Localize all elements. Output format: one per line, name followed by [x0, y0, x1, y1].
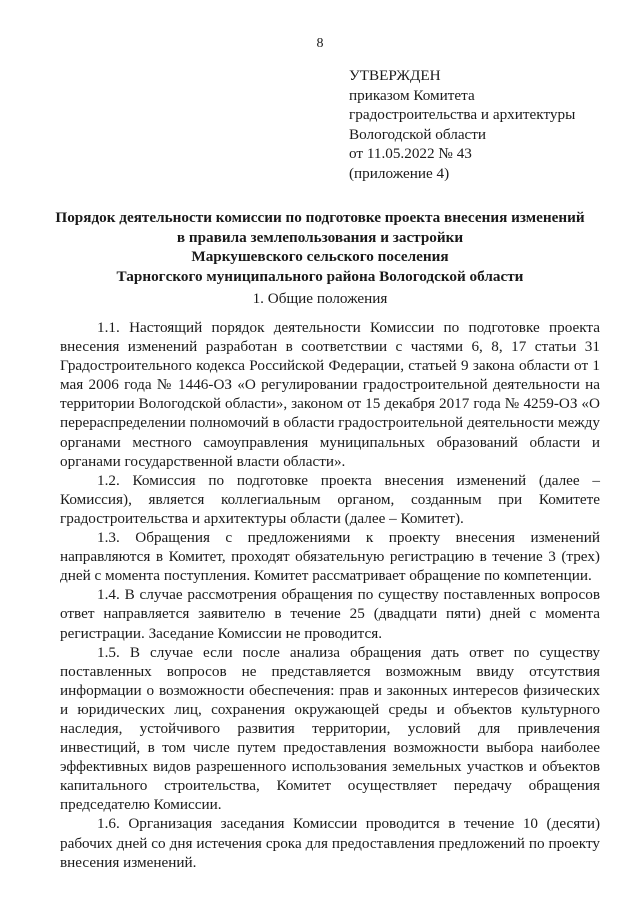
document-title	[40, 208, 600, 286]
section-heading: 1. Общие положения	[252, 290, 388, 307]
approval-line: приказом Комитета	[349, 86, 475, 104]
page-number: 8	[316, 36, 324, 51]
approval-stamp	[349, 66, 575, 183]
paragraph-1-6: 1.6. Организация заседания Комиссии проводится в течение 10 (десяти) рабочих дней со дня истечения срока для предоставления предложений по проекту внесения изменений.	[60, 815, 600, 871]
title-line: Маркушевского сельского поселения	[191, 248, 449, 265]
paragraph-1-3: 1.3. Обращения с предложениями к проекту внесения изменений направляются в Комитет, проходят обязательную регистрацию в течение 3 (трех) дней с момента поступления. Комитет рассматривает обращение по компетенции.	[60, 529, 600, 585]
approval-line: от 11.05.2022 № 43	[349, 145, 472, 162]
approval-line: градостроительства и архитектуры	[349, 106, 576, 123]
paragraph-1-1: 1.1. Настоящий порядок деятельности Комиссии по подготовке проекта внесения изменений разработан в соответствии с частями 6, 8, 17 статьи 31 Градостроительного кодекса Российской Федерации, статьей 9 закона области от 1 мая 2006 года № 1446-ОЗ «О регулировании градостроительной деятельности на территории Вологодской области», законом от 15 декабря 2017 года № 4259-ОЗ «О перераспределении полномочий в области градостроительной деятельности между органами местного самоуправления муниципальных образований области и органами государственной власти области».	[60, 319, 600, 470]
paragraph-1-4: 1.4. В случае рассмотрения обращения по существу поставленных вопросов ответ направляется заявителю в течение 25 (двадцати пяти) дней с момента регистрации. Заседание Комиссии не проводится.	[60, 586, 600, 642]
paragraph-1-5: 1.5. В случае если после анализа обращения дать ответ по существу поставленных вопросов не представляется возможным ввиду отсутствия информации о возможности обеспечения: прав и законных интересов физических и юридических лиц, сохранения окружающей среды и объектов культурного наследия, устойчивого развития территории, условий для привлечения инвестиций, в том числе путем предоставления возможности выбора наиболее эффективных видов разрешенного использования земельных участков и объектов капитального строительства, Комитет осуществляет передачу обращения председателю Комиссии.	[60, 643, 600, 814]
approval-heading: УТВЕРЖДЕН	[349, 67, 441, 84]
document-body	[60, 318, 600, 872]
approval-line: (приложение 4)	[349, 164, 450, 182]
paragraph-1-2: 1.2. Комиссия по подготовке проекта внесения изменений (далее – Комиссия), является коллегиальным органом, созданным при Комитете градостроительства и архитектуры области (далее – Комитет).	[60, 471, 600, 527]
title-line: Тарногского муниципального района Вологодской области	[116, 267, 524, 285]
title-line: Порядок деятельности комиссии по подготовке проекта внесения изменений	[55, 209, 585, 226]
title-line: в правила землепользования и застройки	[176, 228, 464, 246]
approval-line: Вологодской области	[349, 125, 487, 143]
